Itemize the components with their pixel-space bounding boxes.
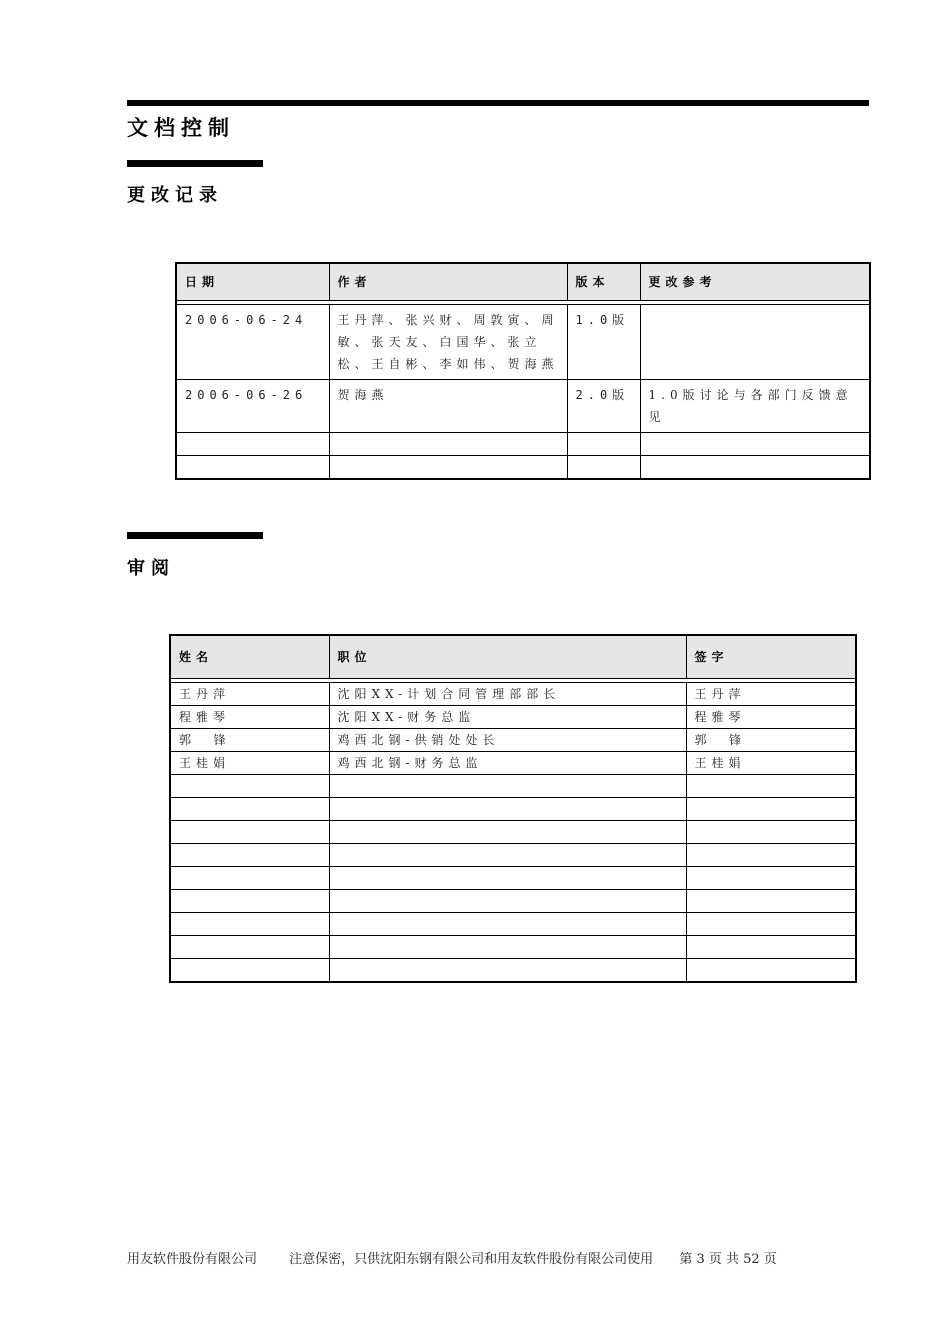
- table-row: [170, 936, 856, 959]
- cell-signature: [686, 798, 856, 821]
- column-header-author: 作者: [329, 263, 567, 301]
- cell-change-ref: [640, 433, 870, 456]
- cell-version: 1.0版: [567, 305, 640, 380]
- cell-signature: 程雅琴: [686, 706, 856, 729]
- table-row: [176, 456, 870, 479]
- column-header-position: 职位: [329, 635, 686, 679]
- cell-name: [170, 936, 329, 959]
- cell-position: [329, 775, 686, 798]
- cell-name: [170, 867, 329, 890]
- review-table: [169, 634, 857, 983]
- cell-position: [329, 890, 686, 913]
- cell-position: [329, 867, 686, 890]
- cell-position: 鸡西北钢-供销处处长: [329, 729, 686, 752]
- cell-position: 沈阳XX-财务总监: [329, 706, 686, 729]
- cell-version: [567, 433, 640, 456]
- cell-date: [176, 433, 329, 456]
- cell-author: [329, 433, 567, 456]
- table-row: [170, 890, 856, 913]
- cell-position: [329, 913, 686, 936]
- doc-control-title: 文档控制: [127, 116, 235, 140]
- change-record-title: 更改记录: [127, 185, 223, 206]
- table-row: [170, 706, 856, 729]
- cell-signature: [686, 821, 856, 844]
- table-row: [170, 844, 856, 867]
- table-row: [170, 821, 856, 844]
- cell-name: [170, 844, 329, 867]
- column-header-date: 日期: [176, 263, 329, 301]
- table-header-row: [170, 635, 856, 679]
- cell-position: [329, 936, 686, 959]
- table-header-row: [176, 263, 870, 301]
- cell-change-ref: [640, 456, 870, 479]
- table-row: [170, 683, 856, 706]
- cell-signature: [686, 913, 856, 936]
- cell-position: [329, 844, 686, 867]
- column-header-version: 版本: [567, 263, 640, 301]
- cell-position: [329, 821, 686, 844]
- cell-name: [170, 959, 329, 982]
- cell-signature: [686, 936, 856, 959]
- change-record-table: [175, 262, 871, 480]
- cell-date: [176, 456, 329, 479]
- cell-position: 鸡西北钢-财务总监: [329, 752, 686, 775]
- page-footer: [127, 1248, 777, 1267]
- cell-name: [170, 821, 329, 844]
- table-row: [176, 380, 870, 433]
- cell-signature: [686, 867, 856, 890]
- table-row: [176, 433, 870, 456]
- cell-author: 王丹萍、张兴财、周敦寅、周敏、张天友、白国华、张立松、王自彬、李如伟、贺海燕: [329, 305, 567, 380]
- cell-name: 程雅琴: [170, 706, 329, 729]
- cell-name: 王丹萍: [170, 683, 329, 706]
- top-rule: [127, 100, 869, 106]
- cell-signature: 郭 锋: [686, 729, 856, 752]
- footer-page: 第 3 页 共 52 页: [679, 1252, 777, 1267]
- cell-signature: 王桂娟: [686, 752, 856, 775]
- column-header-name: 姓名: [170, 635, 329, 679]
- cell-signature: [686, 959, 856, 982]
- cell-name: [170, 913, 329, 936]
- cell-date: 2006-06-26: [176, 380, 329, 433]
- cell-version: 2.0版: [567, 380, 640, 433]
- table-row: [170, 959, 856, 982]
- table-row: [170, 729, 856, 752]
- cell-name: [170, 798, 329, 821]
- cell-position: 沈阳XX-计划合同管理部部长: [329, 683, 686, 706]
- cell-date: 2006-06-24: [176, 305, 329, 380]
- table-row: [170, 775, 856, 798]
- table-row: [170, 798, 856, 821]
- cell-author: 贺海燕: [329, 380, 567, 433]
- cell-signature: [686, 890, 856, 913]
- change-record-rule: [127, 160, 263, 167]
- cell-position: [329, 959, 686, 982]
- table-row: [170, 867, 856, 890]
- review-title: 审阅: [127, 558, 175, 579]
- cell-change-ref: [640, 305, 870, 380]
- cell-signature: 王丹萍: [686, 683, 856, 706]
- footer-company: 用友软件股份有限公司: [127, 1252, 258, 1267]
- column-header-signature: 签字: [686, 635, 856, 679]
- cell-name: [170, 775, 329, 798]
- review-rule: [127, 532, 263, 539]
- cell-position: [329, 798, 686, 821]
- table-row: [170, 913, 856, 936]
- cell-author: [329, 456, 567, 479]
- table-row: [170, 752, 856, 775]
- cell-name: [170, 890, 329, 913]
- column-header-change-ref: 更改参考: [640, 263, 870, 301]
- cell-signature: [686, 775, 856, 798]
- cell-name: 王桂娟: [170, 752, 329, 775]
- cell-change-ref: 1.0版讨论与各部门反馈意见: [640, 380, 870, 433]
- table-row: [176, 305, 870, 380]
- cell-name: 郭 锋: [170, 729, 329, 752]
- cell-signature: [686, 844, 856, 867]
- footer-notice: 注意保密，只供沈阳东钢有限公司和用友软件股份有限公司使用: [289, 1252, 654, 1267]
- cell-version: [567, 456, 640, 479]
